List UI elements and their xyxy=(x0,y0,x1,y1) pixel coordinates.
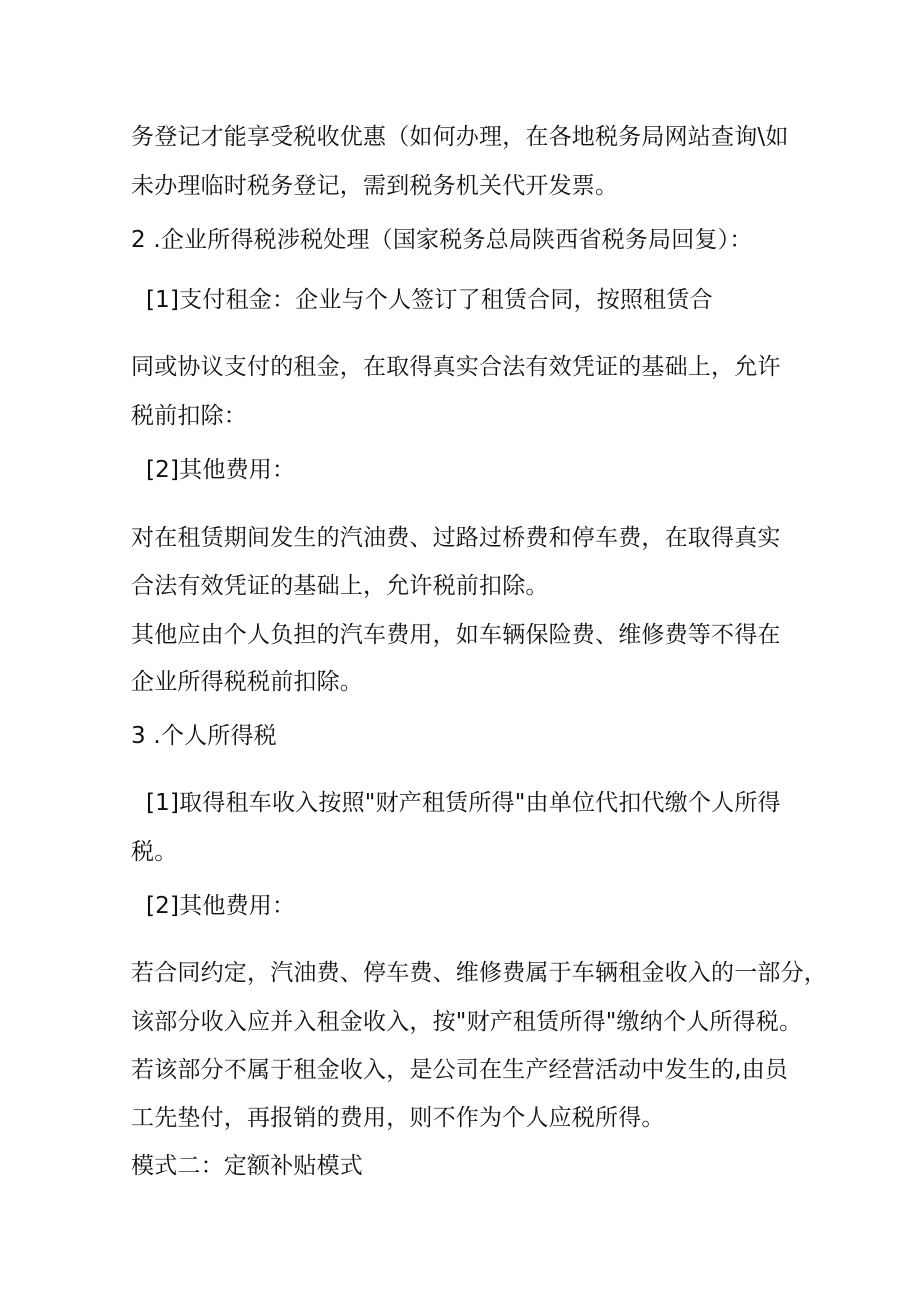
text-line: 若合同约定，汽油费、停车费、维修费属于车辆租金收入的一部分， xyxy=(131,960,827,986)
text-line: 务登记才能享受税收优惠（如何办理，在各地税务局网站查询\如 xyxy=(131,124,789,150)
text-line: 税。 xyxy=(131,839,178,865)
list-item: [1]取得租车收入按照"财产租赁所得"由单位代扣代缴个人所得 xyxy=(146,790,781,816)
list-item: [2]其他费用： xyxy=(146,457,296,483)
section-heading: 2 .企业所得税涉税处理（国家税务总局陕西省税务局回复）： xyxy=(131,227,753,253)
text-line: 税前扣除： xyxy=(131,403,247,429)
list-item: [1]支付租金：企业与个人签订了租赁合同，按照租赁合 xyxy=(146,287,713,313)
section-heading: 3 .个人所得税 xyxy=(131,723,277,749)
list-item: [2]其他费用： xyxy=(146,893,296,919)
text-line: 对在租赁期间发生的汽油费、过路过桥费和停车费，在取得真实 xyxy=(131,525,781,551)
text-line: 同或协议支付的租金，在取得真实合法有效凭证的基础上，允许 xyxy=(131,354,781,380)
section-heading: 模式二：定额补贴模式 xyxy=(131,1153,363,1179)
text-line: 未办理临时税务登记，需到税务机关代开发票。 xyxy=(131,173,619,199)
text-line: 该部分收入应并入租金收入，按"财产租赁所得"缴纳个人所得税。 xyxy=(131,1009,803,1035)
text-line: 工先垫付，再报销的费用，则不作为个人应税所得。 xyxy=(131,1105,665,1131)
text-line: 若该部分不属于租金收入，是公司在生产经营活动中发生的,由员 xyxy=(131,1057,789,1083)
text-line: 合法有效凭证的基础上，允许税前扣除。 xyxy=(131,573,549,599)
text-line: 企业所得税税前扣除。 xyxy=(131,669,363,695)
text-line: 其他应由个人负担的汽车费用，如车辆保险费、维修费等不得在 xyxy=(131,622,781,648)
